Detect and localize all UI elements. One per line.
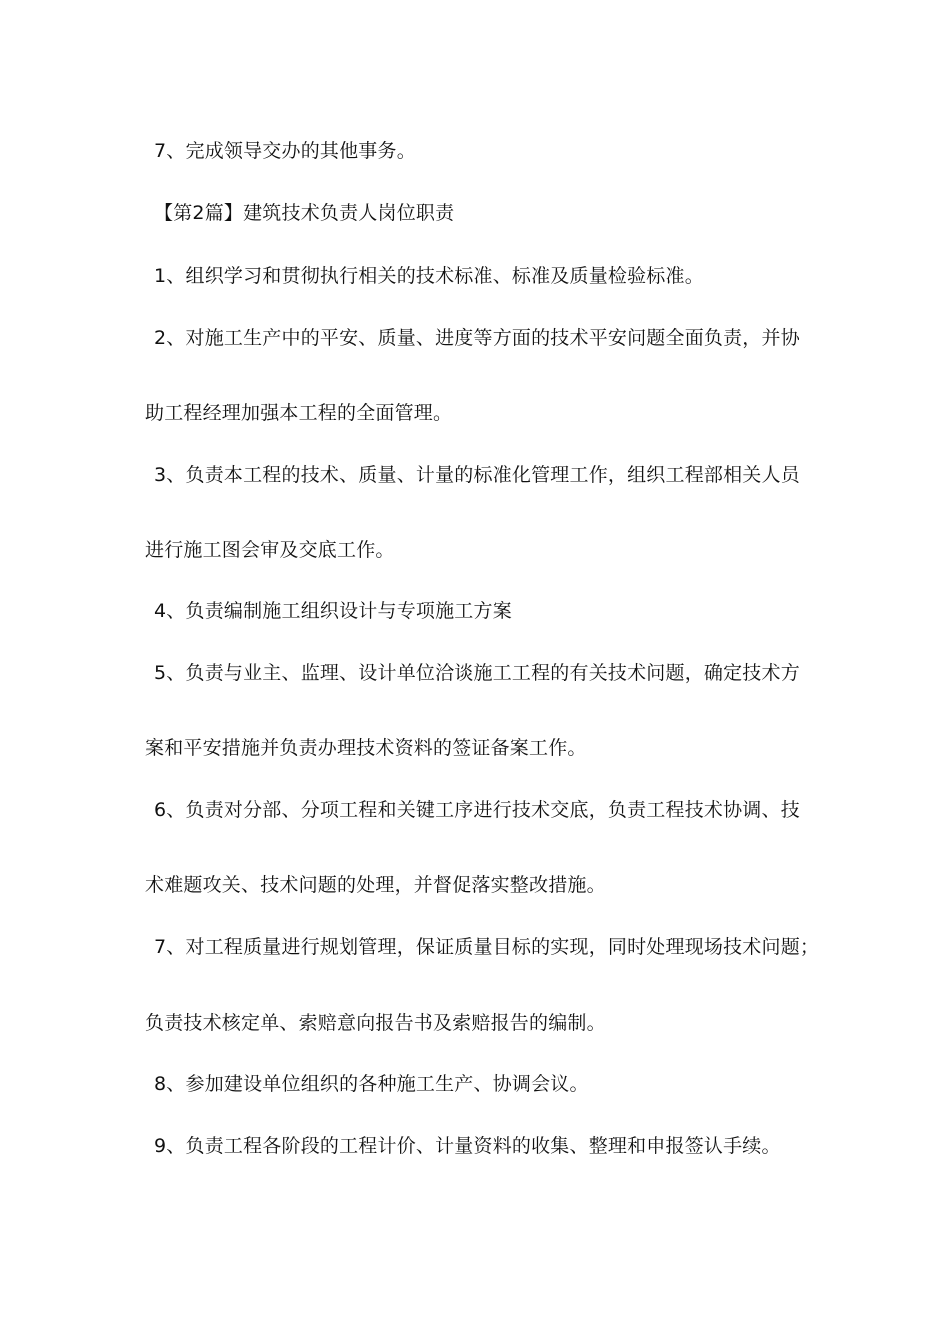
paragraph-line: 5、负责与业主、监理、设计单位洽谈施工工程的有关技术问题，确定技术方 — [154, 662, 800, 684]
paragraph-line: 8、参加建设单位组织的各种施工生产、协调会议。 — [154, 1073, 589, 1095]
paragraph-continuation: 负责技术核定单、索赔意向报告书及索赔报告的编制。 — [145, 1012, 606, 1034]
paragraph-line: 1、组织学习和贯彻执行相关的技术标准、标准及质量检验标准。 — [154, 265, 704, 287]
paragraph-continuation: 术难题攻关、技术问题的处理，并督促落实整改措施。 — [145, 874, 606, 896]
paragraph-line: 3、负责本工程的技术、质量、计量的标准化管理工作，组织工程部相关人员 — [154, 464, 800, 486]
paragraph-continuation: 进行施工图会审及交底工作。 — [145, 539, 395, 561]
paragraph-line: 2、对施工生产中的平安、质量、进度等方面的技术平安问题全面负责，并协 — [154, 327, 800, 349]
paragraph-line: 4、负责编制施工组织设计与专项施工方案 — [154, 600, 512, 622]
paragraph-line: 6、负责对分部、分项工程和关键工序进行技术交底，负责工程技术协调、技 — [154, 799, 800, 821]
paragraph-continuation: 助工程经理加强本工程的全面管理。 — [145, 402, 453, 424]
section-heading: 【第2篇】建筑技术负责人岗位职责 — [154, 202, 455, 224]
paragraph-continuation: 案和平安措施并负责办理技术资料的签证备案工作。 — [145, 737, 587, 759]
paragraph-line: 7、对工程质量进行规划管理，保证质量目标的实现，同时处理现场技术问题； — [154, 936, 820, 958]
paragraph-line: 9、负责工程各阶段的工程计价、计量资料的收集、整理和申报签认手续。 — [154, 1135, 781, 1157]
paragraph-line: 7、完成领导交办的其他事务。 — [154, 140, 416, 162]
